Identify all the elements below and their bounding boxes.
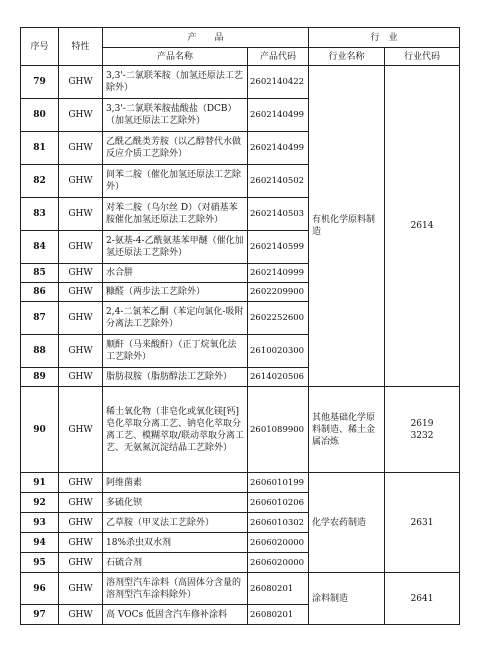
row-product-code: 2602140499 [248,99,309,132]
row-property: GHW [59,335,103,368]
row-product-code: 2606010199 [248,473,309,493]
row-seq: 83 [21,198,59,231]
row-seq: 95 [21,553,59,573]
row-product-name: 对苯二胺（乌尔丝 D）（对硝基苯胺催化加氢还原法工艺除外） [103,198,248,231]
row-seq: 86 [21,283,59,302]
row-property: GHW [59,264,103,283]
table-row [21,387,460,473]
row-product-name: 2-氨基-4-乙酰氨基苯甲醚（催化加氢还原法工艺除外） [103,231,248,264]
row-property: GHW [59,513,103,533]
industry-code-pesticide: 2631 [385,473,460,573]
row-product-name: 3,3'-二氯联苯胺（加氢还原法工艺除外） [103,66,248,99]
row-seq: 91 [21,473,59,493]
row-property: GHW [59,198,103,231]
row-seq: 81 [21,132,59,165]
row-property: GHW [59,132,103,165]
row-product-code: 2602140499 [248,132,309,165]
row-product-name: 2,4-二氯苯乙酮（苯定向氯化-吸附分离法工艺除外） [103,302,248,335]
table-row [21,66,460,99]
row-seq: 88 [21,335,59,368]
row-seq: 84 [21,231,59,264]
row-product-code: 2601089900 [248,387,309,473]
row-property: GHW [59,573,103,605]
row-product-code: 2606020000 [248,553,309,573]
row-product-name: 水合肼 [103,264,248,283]
row-product-code: 2602140599 [248,231,309,264]
row-product-code: 2602252600 [248,302,309,335]
row-property: GHW [59,553,103,573]
row-product-code: 26080201 [248,573,309,605]
row-seq: 97 [21,605,59,625]
row-product-name: 3,3'-二氯联苯胺盐酸盐（DCB）（加氢还原法工艺除外） [103,99,248,132]
row-seq: 94 [21,533,59,553]
row-product-code: 2606010302 [248,513,309,533]
header-industry: 行 业 [309,28,460,48]
header-property: 特性 [59,28,103,66]
row-product-name: 阿维菌素 [103,473,248,493]
row-seq: 89 [21,368,59,387]
row-property: GHW [59,473,103,493]
header-seq: 序号 [21,28,59,66]
row-product-name: 顺酐（马来酸酐）（正丁烷氧化法工艺除外） [103,335,248,368]
row-product-code: 2614020506 [248,368,309,387]
row-seq: 96 [21,573,59,605]
row-product-name: 脂肪叔胺（脂肪醇法工艺除外） [103,368,248,387]
row-seq: 82 [21,165,59,198]
row-seq: 80 [21,99,59,132]
row-product-name: 高 VOCs 低固含汽车修补涂料 [103,605,248,625]
row-seq: 87 [21,302,59,335]
row-seq: 92 [21,493,59,513]
row-property: GHW [59,283,103,302]
row-seq: 90 [21,387,59,473]
page-body [20,27,460,625]
header-product-name: 产品名称 [103,48,248,66]
row-property: GHW [59,387,103,473]
row-product-code: 2606020000 [248,533,309,553]
row-property: GHW [59,605,103,625]
row-property: GHW [59,533,103,553]
row-product-name: 石硫合剂 [103,553,248,573]
header-industry-name: 行业名称 [309,48,385,66]
industry-name-coatings: 涂料制造 [309,573,385,625]
row-product-name: 溶剂型汽车涂料（高固体分含量的溶剂型汽车涂料除外） [103,573,248,605]
row-seq: 85 [21,264,59,283]
row-product-code: 26080201 [248,605,309,625]
table-row [21,473,460,493]
industry-name-basic-chem: 其他基础化学原料制造、稀土金属冶炼 [309,387,385,473]
row-product-code: 2610020300 [248,335,309,368]
row-property: GHW [59,493,103,513]
header-product: 产 品 [103,28,309,48]
industry-code-coatings: 2641 [385,573,460,625]
row-property: GHW [59,368,103,387]
row-product-name: 乙草胺（甲叉法工艺除外） [103,513,248,533]
header-product-code: 产品代码 [248,48,309,66]
row-product-name: 多硫化钡 [103,493,248,513]
row-seq: 79 [21,66,59,99]
header-row-1 [21,28,460,48]
row-product-name: 乙酰乙酰类芳胺（以乙醇替代水做反应介质工艺除外） [103,132,248,165]
row-property: GHW [59,66,103,99]
row-product-code: 2602140503 [248,198,309,231]
row-product-name: 糠醛（两步法工艺除外） [103,283,248,302]
row-seq: 93 [21,513,59,533]
row-property: GHW [59,165,103,198]
row-property: GHW [59,302,103,335]
product-table [20,27,460,625]
row-product-code: 2606010206 [248,493,309,513]
row-product-code: 2602140502 [248,165,309,198]
row-product-code: 2602140999 [248,264,309,283]
header-industry-code: 行业代码 [385,48,460,66]
row-product-name: 18%杀虫双水剂 [103,533,248,553]
row-property: GHW [59,99,103,132]
row-product-name: 间苯二胺（催化加氢还原法工艺除外） [103,165,248,198]
row-property: GHW [59,231,103,264]
row-product-code: 2602209900 [248,283,309,302]
industry-code-organic: 2614 [385,66,460,387]
table-row [21,573,460,605]
industry-name-pesticide: 化学农药制造 [309,473,385,573]
industry-name-organic: 有机化学原料制造 [309,66,385,387]
row-product-name: 稀土氧化物（非皂化或氧化镁[钙]皂化萃取分离工艺、钠皂化萃取分离工艺、模糊萃取/联动萃取分离工艺、无氨氮沉淀结晶工艺除外） [103,387,248,473]
industry-code-basic-chem: 2619 3232 [385,387,460,473]
row-product-code: 2602140422 [248,66,309,99]
